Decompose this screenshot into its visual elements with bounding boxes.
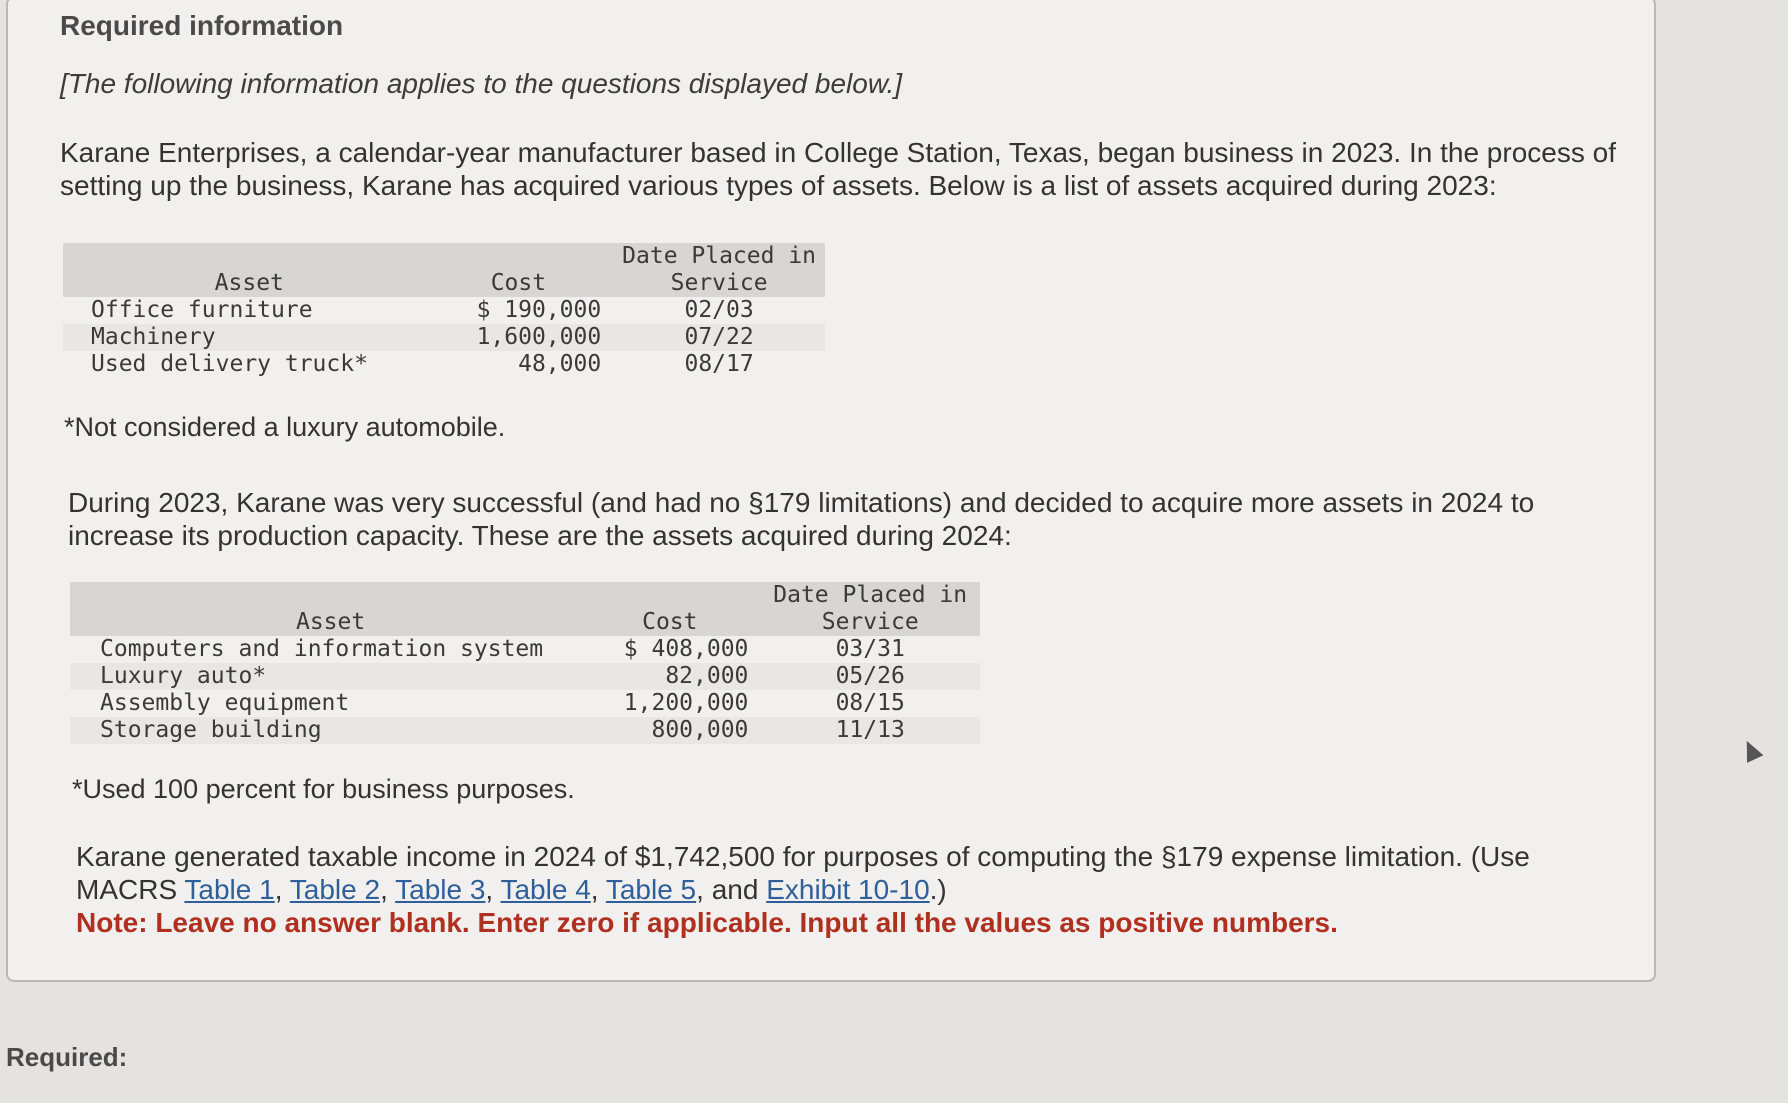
separator: ,	[274, 874, 283, 905]
asset-cell: Office furniture	[91, 297, 313, 323]
date-cell: 02/03	[684, 297, 754, 323]
header-asset: Asset	[295, 609, 366, 635]
middle-paragraph: During 2023, Karane was very successful (and had no §179 limitations) and decided to acquire more assets in 2024 to increase its production capacity. These are the assets acquired during 2024:	[68, 487, 1535, 551]
table-4-link[interactable]: Table 4	[500, 874, 591, 905]
asset-cell: Storage building	[100, 717, 322, 743]
header-date: Date Placed in Service	[622, 243, 817, 296]
asset-cell: Assembly equipment	[100, 690, 350, 716]
asset-cell: Machinery	[91, 324, 216, 350]
header-cost: Cost	[642, 609, 698, 635]
table-row	[70, 636, 980, 663]
cost-cell: $ 408,000	[623, 636, 749, 662]
date-cell: 08/15	[835, 690, 905, 716]
income-text: Karane generated taxable income in 2024 of $1,742,500 for purposes of computing the §179 expense limitation. (Use MACRS	[76, 841, 1530, 905]
assets-2023-table	[63, 243, 825, 378]
table-row	[70, 717, 980, 744]
instruction-note: Note: Leave no answer blank. Enter zero if applicable. Input all the values as positive numbers.	[76, 907, 1338, 938]
asset-cell: Luxury auto*	[100, 663, 267, 689]
cost-cell: 48,000	[518, 351, 602, 377]
cost-cell: 1,200,000	[623, 690, 749, 716]
table-row	[70, 690, 980, 717]
table-row	[63, 297, 825, 324]
date-cell: 11/13	[835, 717, 905, 743]
separator: ,	[380, 874, 388, 905]
asset-cell: Used delivery truck*	[91, 351, 368, 377]
table-1-link[interactable]: Table 1	[184, 874, 275, 905]
cost-cell: 82,000	[665, 663, 749, 689]
section-heading: Required information	[60, 10, 344, 41]
separator: ,	[590, 874, 599, 905]
separator: ,	[485, 874, 494, 905]
exhibit-10-10-link[interactable]: Exhibit 10-10	[766, 874, 930, 905]
header-cost: Cost	[490, 270, 547, 296]
asset-cell: Computers and information system	[100, 636, 544, 662]
assets-2024-table	[70, 582, 980, 744]
info-subheading: [The following information applies to the questions displayed below.]	[60, 68, 903, 99]
date-cell: 05/26	[835, 663, 905, 689]
date-cell: 07/22	[684, 324, 754, 350]
cost-cell: $ 190,000	[476, 297, 602, 323]
intro-paragraph: Karane Enterprises, a calendar-year manufacturer based in College Station, Texas, began business in 2023. In the process of setting up the business, Karane has acquired various types of assets. Below is a list of assets acquired during 2023:	[60, 137, 1616, 201]
date-cell: 03/31	[835, 636, 905, 662]
separator: , and	[696, 874, 759, 905]
table-header-row	[63, 243, 825, 297]
header-asset: Asset	[214, 270, 284, 296]
cost-cell: 800,000	[651, 717, 749, 743]
table-3-link[interactable]: Table 3	[395, 874, 486, 905]
table-row	[70, 663, 980, 690]
footnote-2023: *Not considered a luxury automobile.	[64, 412, 506, 442]
table-5-link[interactable]: Table 5	[605, 874, 697, 905]
header-date: Date Placed in Service	[773, 582, 968, 635]
table-2-link[interactable]: Table 2	[289, 874, 381, 905]
table-row	[63, 351, 825, 378]
mouse-cursor-icon	[1739, 737, 1764, 763]
table-row	[63, 324, 825, 351]
required-label: Required:	[6, 1042, 128, 1072]
separator: .)	[929, 874, 947, 905]
income-paragraph	[76, 840, 1556, 939]
footnote-2024: *Used 100 percent for business purposes.	[72, 774, 575, 804]
cost-cell: 1,600,000	[476, 324, 602, 350]
table-header-row	[70, 582, 980, 636]
date-cell: 08/17	[684, 351, 754, 377]
